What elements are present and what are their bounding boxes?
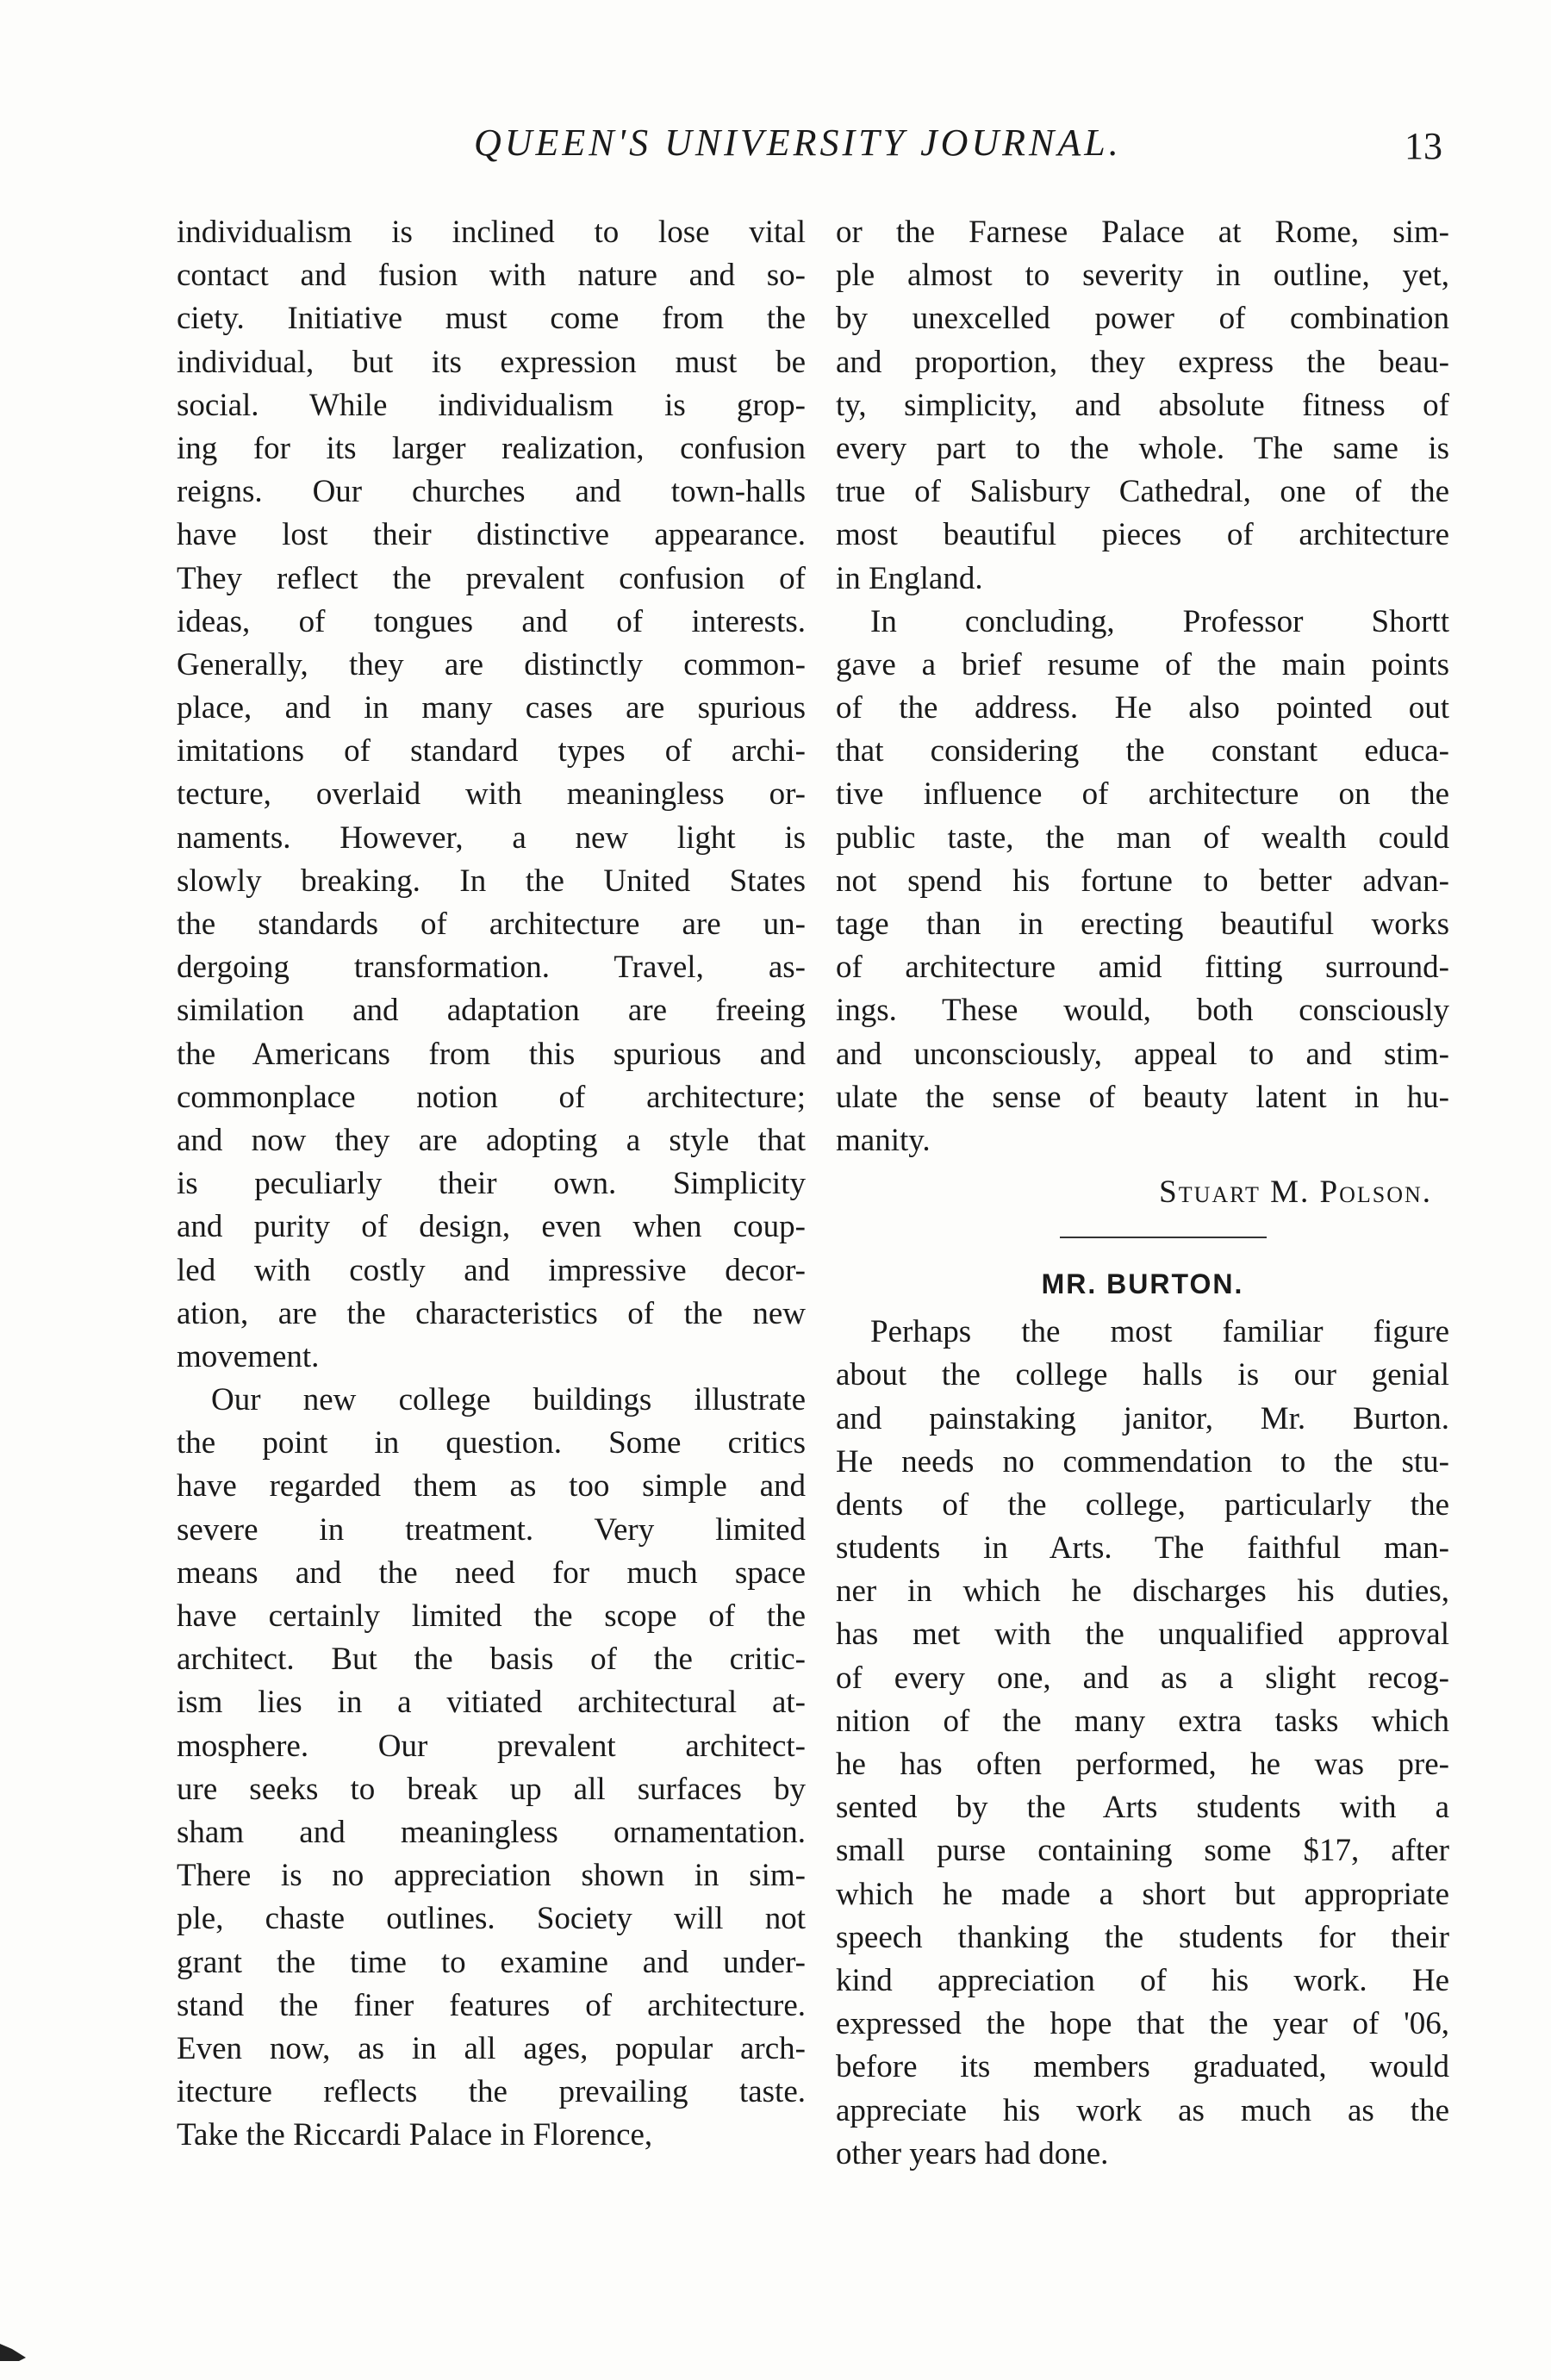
text-line: commonplace notion of architecture;	[177, 1079, 806, 1115]
article-continuation	[836, 211, 1449, 1162]
text-line: imitations of standard types of archi-	[177, 733, 806, 769]
text-line: In concluding, Professor Shortt	[870, 603, 1449, 639]
text-line: ciety. Initiative must come from the	[177, 301, 806, 337]
text-line: ple, chaste outlines. Society will not	[177, 1901, 806, 1937]
text-line: ty, simplicity, and absolute fitness of	[836, 387, 1449, 423]
text-line: ure seeks to break up all surfaces by	[177, 1771, 806, 1807]
text-line: have regarded them as too simple and	[177, 1468, 806, 1505]
text-line: or the Farnese Palace at Rome, sim-	[836, 215, 1449, 250]
text-line: severe in treatment. Very limited	[177, 1511, 806, 1548]
text-line: ideas, of tongues and of interests.	[177, 603, 806, 639]
text-line: itecture reflects the prevailing taste.	[177, 2074, 806, 2110]
text-line: architect. But the basis of the critic-	[177, 1642, 806, 1678]
text-line: They reflect the prevalent confusion of	[177, 560, 806, 596]
text-line: manity.	[836, 1122, 931, 1158]
text-line: grant the time to examine and under-	[177, 1944, 806, 1980]
text-line: ings. These would, both consciously	[836, 993, 1449, 1029]
page-header	[0, 121, 1551, 172]
text-line: have lost their distinctive appearance.	[177, 517, 806, 553]
text-line: mosphere. Our prevalent architect-	[177, 1728, 806, 1764]
text-line: public taste, the man of wealth could	[836, 819, 1449, 856]
text-line: about the college halls is our genial	[836, 1357, 1449, 1393]
text-line: Perhaps the most familiar figure	[870, 1314, 1449, 1350]
text-line: and unconsciously, appeal to and stim-	[836, 1036, 1449, 1072]
text-line: similation and adaptation are freeing	[177, 993, 806, 1029]
text-line: tecture, overlaid with meaningless or-	[177, 776, 806, 813]
text-line: small purse containing some $17, after	[836, 1833, 1449, 1869]
text-line: ple almost to severity in outline, yet,	[836, 258, 1449, 294]
text-line: dents of the college, particularly the	[836, 1486, 1449, 1523]
text-line: which he made a short but appropriate	[836, 1876, 1449, 1912]
section-divider	[1060, 1237, 1267, 1238]
text-line: reigns. Our churches and town-halls	[177, 474, 806, 510]
text-line: dergoing transformation. Travel, as-	[177, 950, 806, 986]
text-line: Take the Riccardi Palace in Florence,	[177, 2117, 653, 2153]
text-line: has met with the unqualified approval	[836, 1617, 1449, 1653]
text-line: he has often performed, he was pre-	[836, 1747, 1449, 1782]
text-line: true of Salisbury Cathedral, one of the	[836, 474, 1449, 510]
text-line: Our new college buildings illustrate	[211, 1382, 806, 1418]
text-line: led with costly and impressive decor-	[177, 1252, 806, 1288]
text-line: in England.	[836, 560, 983, 596]
text-line: most beautiful pieces of architecture	[836, 517, 1449, 553]
burton-article	[836, 1311, 1449, 2176]
text-line: kind appreciation of his work. He	[836, 1962, 1449, 1998]
text-line: of the address. He also pointed out	[836, 690, 1449, 726]
text-line: by unexcelled power of combination	[836, 301, 1449, 337]
section-title: MR. BURTON.	[1041, 1268, 1244, 1300]
text-line: that considering the constant educa-	[836, 733, 1449, 769]
text-line: stand the finer features of architecture.	[177, 1987, 806, 2023]
page-number: 13	[1405, 125, 1442, 167]
text-line: of every one, and as a slight recog-	[836, 1660, 1449, 1696]
text-line: ism lies in a vitiated architectural at-	[177, 1685, 806, 1721]
text-line: not spend his fortune to better advan-	[836, 863, 1449, 899]
text-line: sham and meaningless ornamentation.	[177, 1814, 806, 1850]
text-line: speech thanking the students for their	[836, 1919, 1449, 1955]
text-line: movement.	[177, 1338, 320, 1374]
text-line: ulate the sense of beauty latent in hu-	[836, 1079, 1449, 1115]
text-line: appreciate his work as much as the	[836, 2092, 1449, 2128]
text-line: before its members graduated, would	[836, 2049, 1449, 2085]
text-line: contact and fusion with nature and so-	[177, 258, 806, 294]
text-line: nition of the many extra tasks which	[836, 1703, 1449, 1739]
text-line: Even now, as in all ages, popular arch-	[177, 2030, 806, 2066]
text-line: the standards of architecture are un-	[177, 907, 806, 942]
text-line: There is no appreciation shown in sim-	[177, 1858, 806, 1894]
text-line: place, and in many cases are spurious	[177, 690, 806, 726]
text-line: every part to the whole. The same is	[836, 430, 1449, 466]
text-line: ation, are the characteristics of the new	[177, 1295, 806, 1331]
text-line: the point in question. Some critics	[177, 1425, 806, 1461]
text-line: have certainly limited the scope of the	[177, 1598, 806, 1634]
text-line: the Americans from this spurious and	[177, 1036, 806, 1072]
text-line: individual, but its expression must be	[177, 344, 806, 380]
journal-title: QUEEN'S UNIVERSITY JOURNAL.	[474, 121, 1122, 164]
text-line: means and the need for much space	[177, 1554, 806, 1591]
text-line: naments. However, a new light is	[177, 819, 806, 856]
text-line: and proportion, they express the beau-	[836, 344, 1449, 380]
text-line: of architecture amid fitting surround-	[836, 950, 1449, 986]
text-line: other years had done.	[836, 2135, 1109, 2171]
text-line: and now they are adopting a style that	[177, 1122, 806, 1158]
left-column	[177, 211, 806, 2157]
print-speck	[0, 2327, 34, 2361]
text-line: and purity of design, even when coup-	[177, 1209, 806, 1245]
text-line: gave a brief resume of the main points	[836, 646, 1449, 682]
text-line: tive influence of architecture on the	[836, 776, 1449, 813]
text-line: expressed the hope that the year of '06,	[836, 2006, 1449, 2042]
text-line: slowly breaking. In the United States	[177, 863, 806, 899]
right-column	[836, 211, 1449, 2176]
text-line: students in Arts. The faithful man-	[836, 1530, 1449, 1567]
text-line: is peculiarly their own. Simplicity	[177, 1166, 806, 1202]
text-line: individualism is inclined to lose vital	[177, 215, 806, 250]
text-line: He needs no commendation to the stu-	[836, 1443, 1449, 1480]
author-byline: Stuart M. Polson.	[1159, 1174, 1432, 1211]
text-line: sented by the Arts students with a	[836, 1790, 1449, 1826]
text-line: tage than in erecting beautiful works	[836, 907, 1449, 942]
text-line: social. While individualism is grop-	[177, 387, 806, 423]
text-line: ner in which he discharges his duties,	[836, 1573, 1449, 1610]
text-line: ing for its larger realization, confusion	[177, 430, 806, 466]
text-line: and painstaking janitor, Mr. Burton.	[836, 1400, 1449, 1436]
text-line: Generally, they are distinctly common-	[177, 646, 806, 682]
